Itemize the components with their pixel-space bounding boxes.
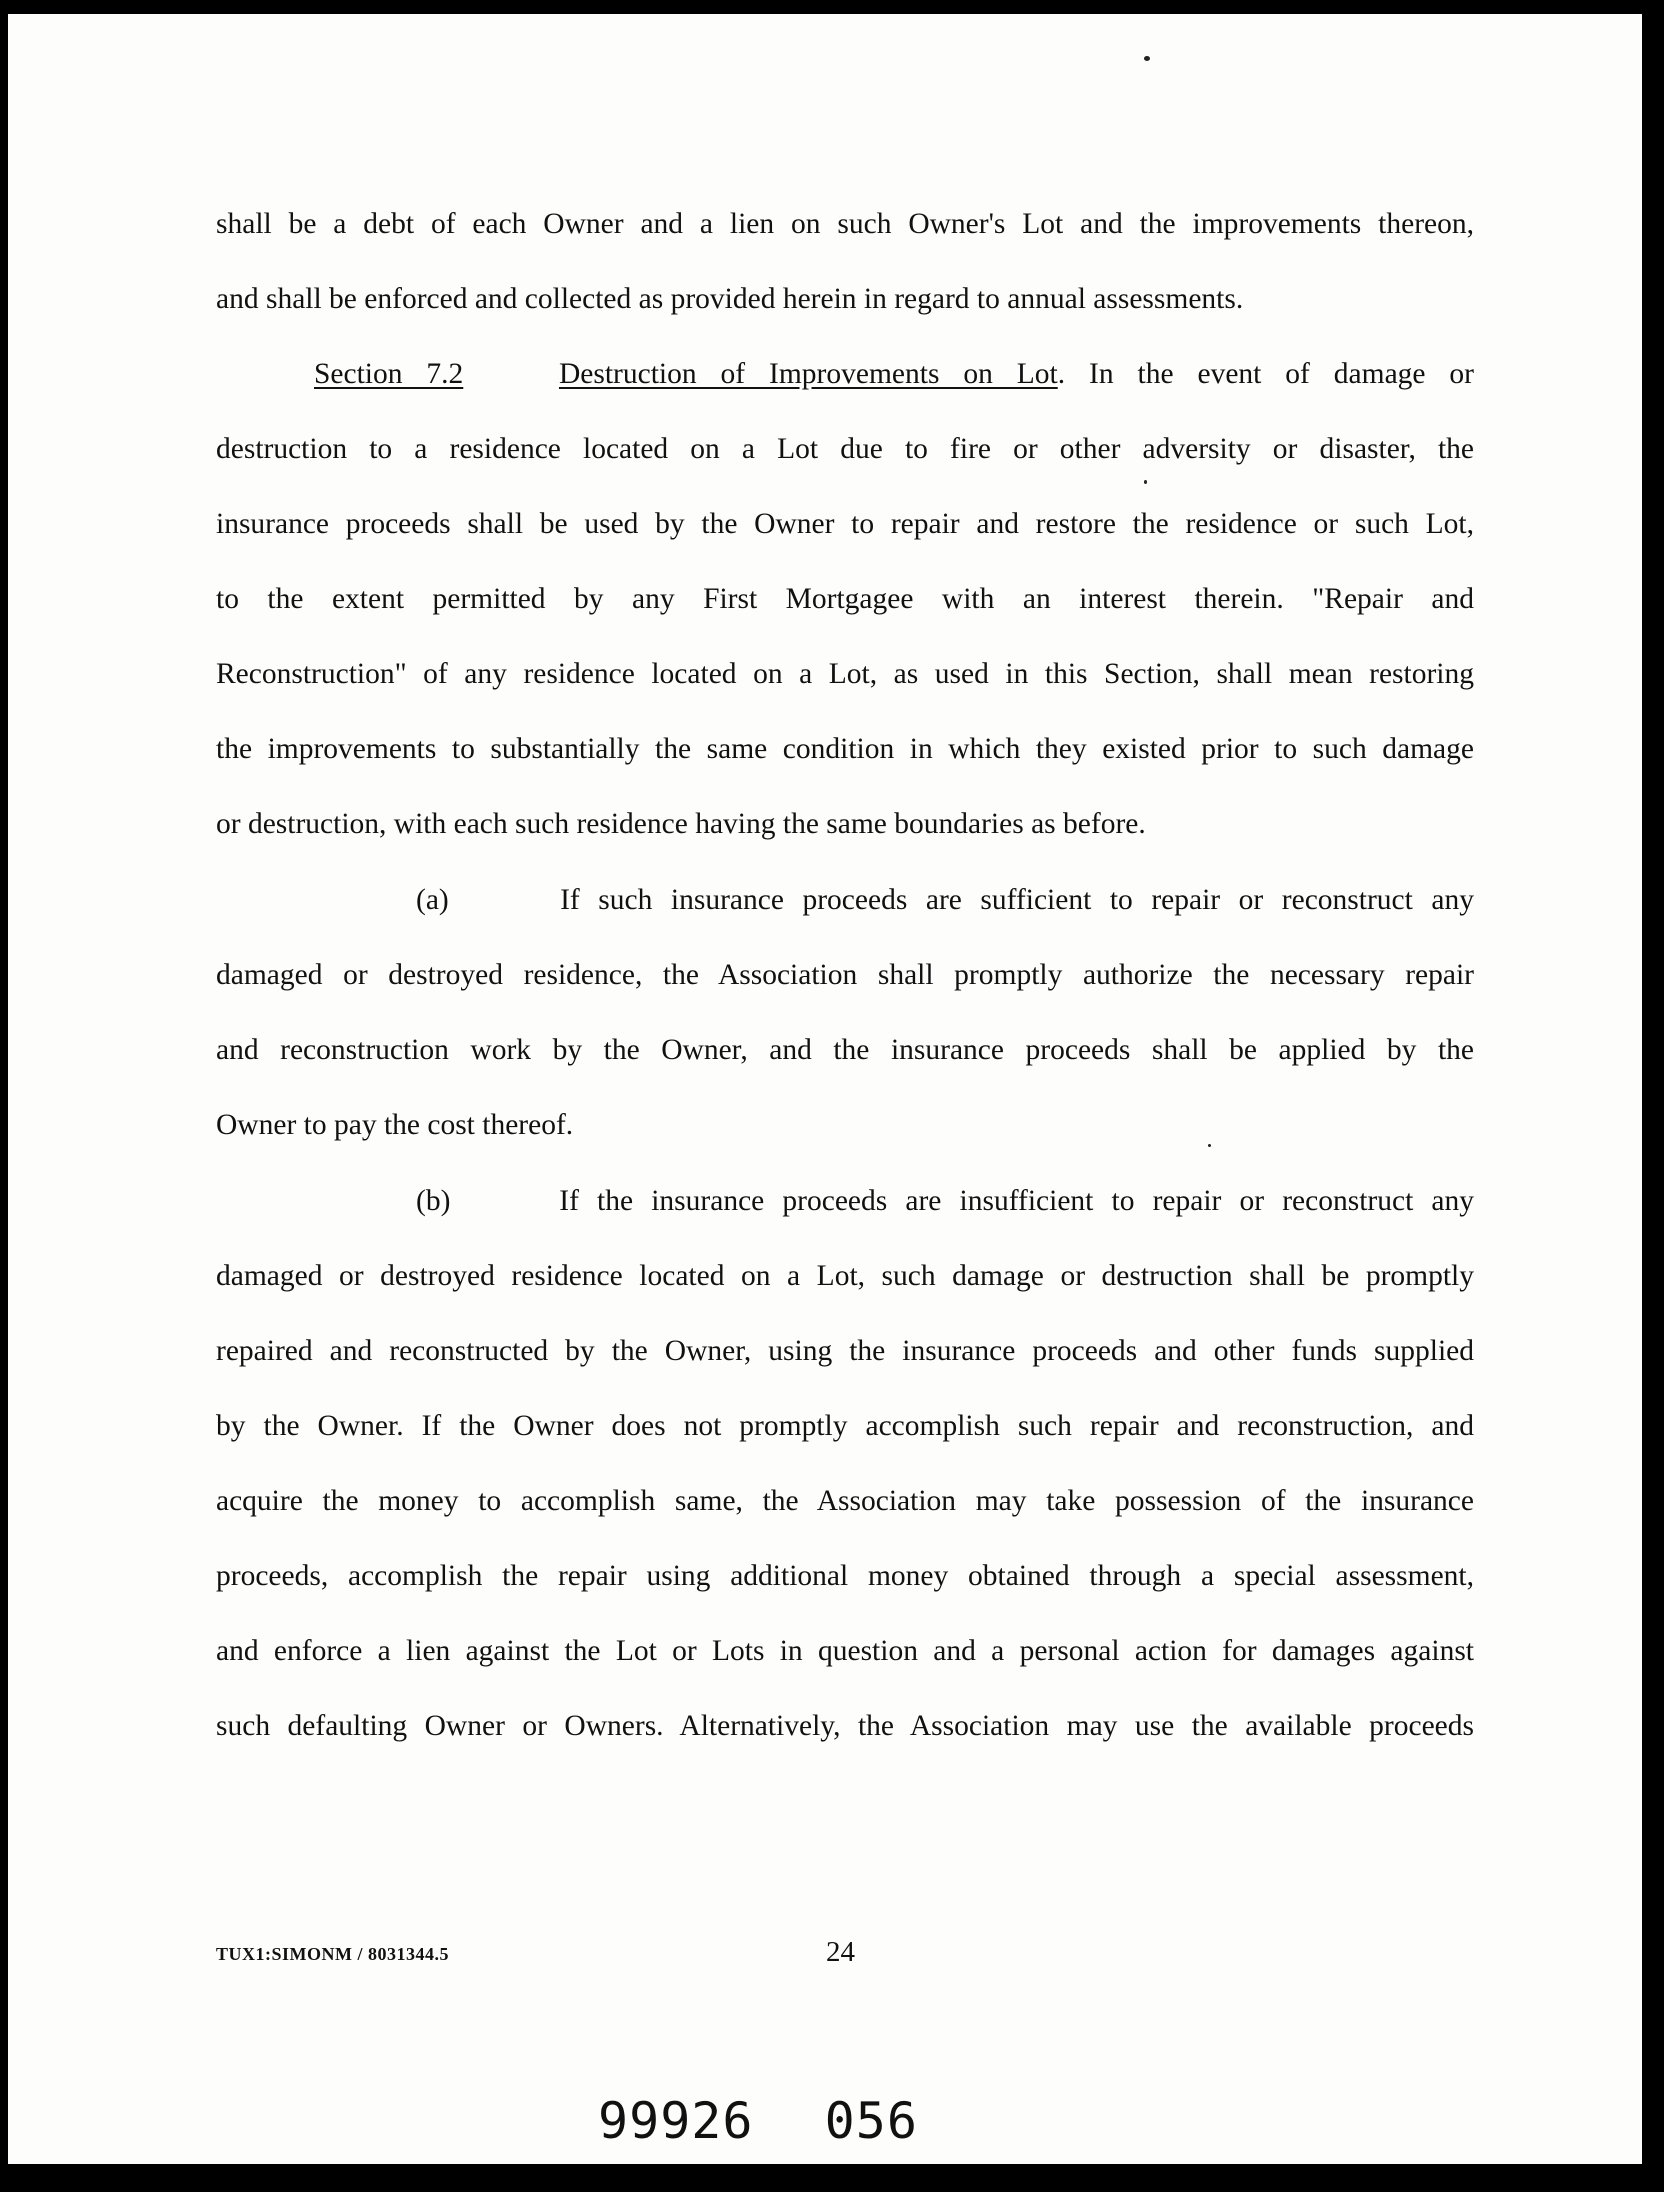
section-title: Destruction of Improvements on Lot [558, 358, 1058, 390]
text-line: repaired and reconstructed by the Owner, using the insurance proceeds and other funds supplied [216, 1335, 1474, 1367]
section-number: Section 7.2 [314, 358, 464, 390]
text-line: and shall be enforced and collected as provided herein in regard to annual assessments. [216, 283, 1244, 315]
text-line: destruction to a residence located on a Lot due to fire or other adversity or disaster, the [216, 433, 1474, 465]
text-line: the improvements to substantially the same condition in which they existed prior to such damage [216, 733, 1474, 765]
text-line: or destruction, with each such residence having the same boundaries as before. [216, 808, 1146, 840]
text-line: such defaulting Owner or Owners. Alternatively, the Association may use the available proceeds [216, 1710, 1474, 1742]
text-line: proceeds, accomplish the repair using additional money obtained through a special assessment, [216, 1560, 1474, 1592]
text-line: Reconstruction" of any residence located on a Lot, as used in this Section, shall mean restoring [216, 658, 1474, 690]
text-line: damaged or destroyed residence located on a Lot, such damage or destruction shall be promptly [216, 1260, 1474, 1292]
document-page [8, 14, 1642, 2164]
text-line: damaged or destroyed residence, the Association shall promptly authorize the necessary repair [216, 959, 1474, 991]
text-line: and reconstruction work by the Owner, and the insurance proceeds shall be applied by the [216, 1034, 1474, 1066]
subsection-a-first-line [216, 882, 1474, 918]
text-line: to the extent permitted by any First Mortgagee with an interest therein. "Repair and [216, 583, 1474, 615]
text-line: shall be a debt of each Owner and a lien on such Owner's Lot and the improvements thereon, [216, 208, 1474, 240]
subsection-b-text: If the insurance proceeds are insufficient to repair or reconstruct any [559, 1185, 1475, 1217]
subsection-a-label: (a) [416, 884, 449, 916]
section-first-line-rest: . In the event of damage or [1057, 358, 1474, 390]
page-number: 24 [826, 1936, 855, 1968]
subsection-b-label: (b) [416, 1185, 451, 1217]
section-heading-line [216, 356, 1474, 392]
subsection-b-first-line [216, 1183, 1474, 1219]
subsection-a-text: If such insurance proceeds are sufficient to repair or reconstruct any [560, 884, 1474, 916]
scan-speck [1144, 56, 1150, 61]
scan-speck [1144, 480, 1147, 484]
text-line: by the Owner. If the Owner does not promptly accomplish such repair and reconstruction, and [216, 1410, 1474, 1442]
text-line: Owner to pay the cost thereof. [216, 1109, 574, 1141]
document-number: 99926 056 [598, 2092, 918, 2150]
text-line: and enforce a lien against the Lot or Lots in question and a personal action for damages against [216, 1635, 1474, 1667]
footer-file-id: TUX1:SIMONM / 8031344.5 [216, 1944, 449, 1964]
text-line: acquire the money to accomplish same, the Association may take possession of the insurance [216, 1485, 1474, 1517]
text-line: insurance proceeds shall be used by the Owner to repair and restore the residence or such Lot, [216, 508, 1474, 540]
scan-speck [1208, 1144, 1211, 1147]
